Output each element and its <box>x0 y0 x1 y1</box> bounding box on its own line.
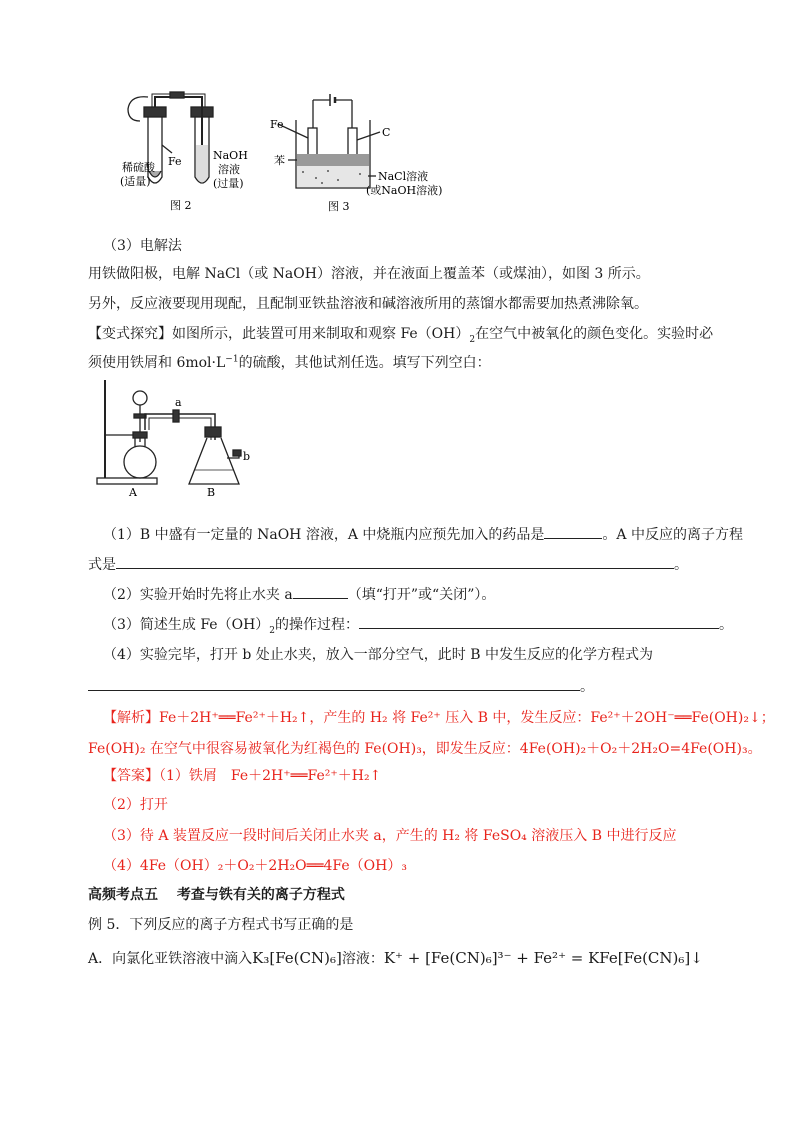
question-1-cont: 式是 。 <box>88 554 688 575</box>
answer-blank-4[interactable] <box>88 676 580 691</box>
fig2-label-right2: 溶液 <box>218 163 240 176</box>
apparatus-figure <box>95 380 265 502</box>
fig3-caption: 图 3 <box>328 200 350 213</box>
variant-line-2: 须使用铁屑和 $6mol\cdot L^{-1}$的硫酸，其他试剂任选。填写下列空白： <box>88 354 491 371</box>
section-heading: （3）电解法 <box>103 238 182 254</box>
fig2-label-fe: Fe <box>168 155 182 168</box>
apparatus-label-a-clamp: a <box>175 396 182 409</box>
question-3: （3）简述生成 $Fe(OH)_2$的操作过程： 。 <box>103 614 733 635</box>
answer-2: （2）打开 <box>103 797 168 813</box>
fig3-label-sol1: NaCl溶液 <box>378 170 429 183</box>
section-line-2: 另外，反应液要现用现配，且配制亚铁盐溶液和碱溶液所用的蒸馏水都需要加热煮沸除氧。 <box>88 296 648 312</box>
answer-blank-1[interactable] <box>544 524 602 539</box>
analysis-line-1: 【解析】Fe＋2H⁺══Fe²⁺＋H₂↑，产生的 H₂ 将 Fe²⁺ 压入 B 中，发生反应：Fe²⁺＋2OH⁻══Fe(OH)₂↓； <box>103 710 775 726</box>
fig2-label-right1: NaOH <box>213 149 248 162</box>
answer-3: （3）待 A 装置反应一段时间后关闭止水夹 a，产生的 H₂ 将 FeSO₄ 溶液压入 B 中进行反应 <box>103 828 677 844</box>
fig2-caption: 图 2 <box>170 199 192 212</box>
fig2-label-right3: (过量) <box>213 177 244 190</box>
answer-blank-1b[interactable] <box>116 554 674 569</box>
kp5-title: 高频考点五 考查与铁有关的离子方程式 <box>88 887 345 903</box>
figure-3 <box>268 88 468 216</box>
fig2-label-left: 稀硫酸 <box>122 161 155 174</box>
question-2: （2）实验开始时先将止水夹 a （填“打开”或“关闭”）。 <box>103 584 495 605</box>
question-4: （4）实验完毕，打开 b 处止水夹，放入一部分空气，此时 B 中发生反应的化学方程式为 <box>103 647 653 663</box>
fig3-label-c: C <box>382 126 391 139</box>
analysis-line-2: Fe(OH)₂ 在空气中很容易被氧化为红褐色的 Fe(OH)₃，即发生反应：4Fe(OH)₂＋O₂＋2H₂O=4Fe(OH)₃。 <box>88 741 762 757</box>
kp5-example: 例 5．下列反应的离子方程式书写正确的是 <box>88 917 354 933</box>
answer-blank-3[interactable] <box>359 614 719 629</box>
question-4-cont: 。 <box>88 676 594 697</box>
apparatus-label-a: A <box>129 486 137 499</box>
fig3-label-sol2: (或NaOH溶液) <box>366 184 443 197</box>
figure-2 <box>100 85 270 215</box>
apparatus-label-b: B <box>207 486 216 499</box>
question-1: （1）B 中盛有一定量的 NaOH 溶液，A 中烧瓶内应预先加入的药品是 。A 中反应的离子方程 <box>103 524 743 545</box>
answer-4: （4）4Fe（OH）₂＋O₂＋2H₂O══4Fe（OH）₃ <box>103 858 407 874</box>
fig3-label-fe: Fe <box>270 118 284 131</box>
fig3-label-benzene: 苯 <box>274 154 285 167</box>
apparatus-label-b-clamp: b <box>243 450 251 463</box>
variant-line-1: 【变式探究】如图所示，此装置可用来制取和观察 $Fe(OH)_2$在空气中被氧化的颜色变化。实验时必 <box>88 326 714 345</box>
section-line-1: 用铁做阳极，电解 NaCl（或 NaOH）溶液，并在液面上覆盖苯（或煤油），如图 3 所示。 <box>88 266 650 282</box>
answer-1: 【答案】（1）铁屑 Fe＋2H⁺══Fe²⁺＋H₂↑ <box>103 768 382 784</box>
fig2-label-left2: (适量) <box>120 175 151 188</box>
answer-blank-2[interactable] <box>293 584 348 599</box>
kp5-option-a: A．向氯化亚铁溶液中滴入K₃[Fe(CN)₆]溶液：K⁺ + [Fe(CN)₆]³⁻ + Fe²⁺ = KFe[Fe(CN)₆]↓ <box>88 949 703 967</box>
